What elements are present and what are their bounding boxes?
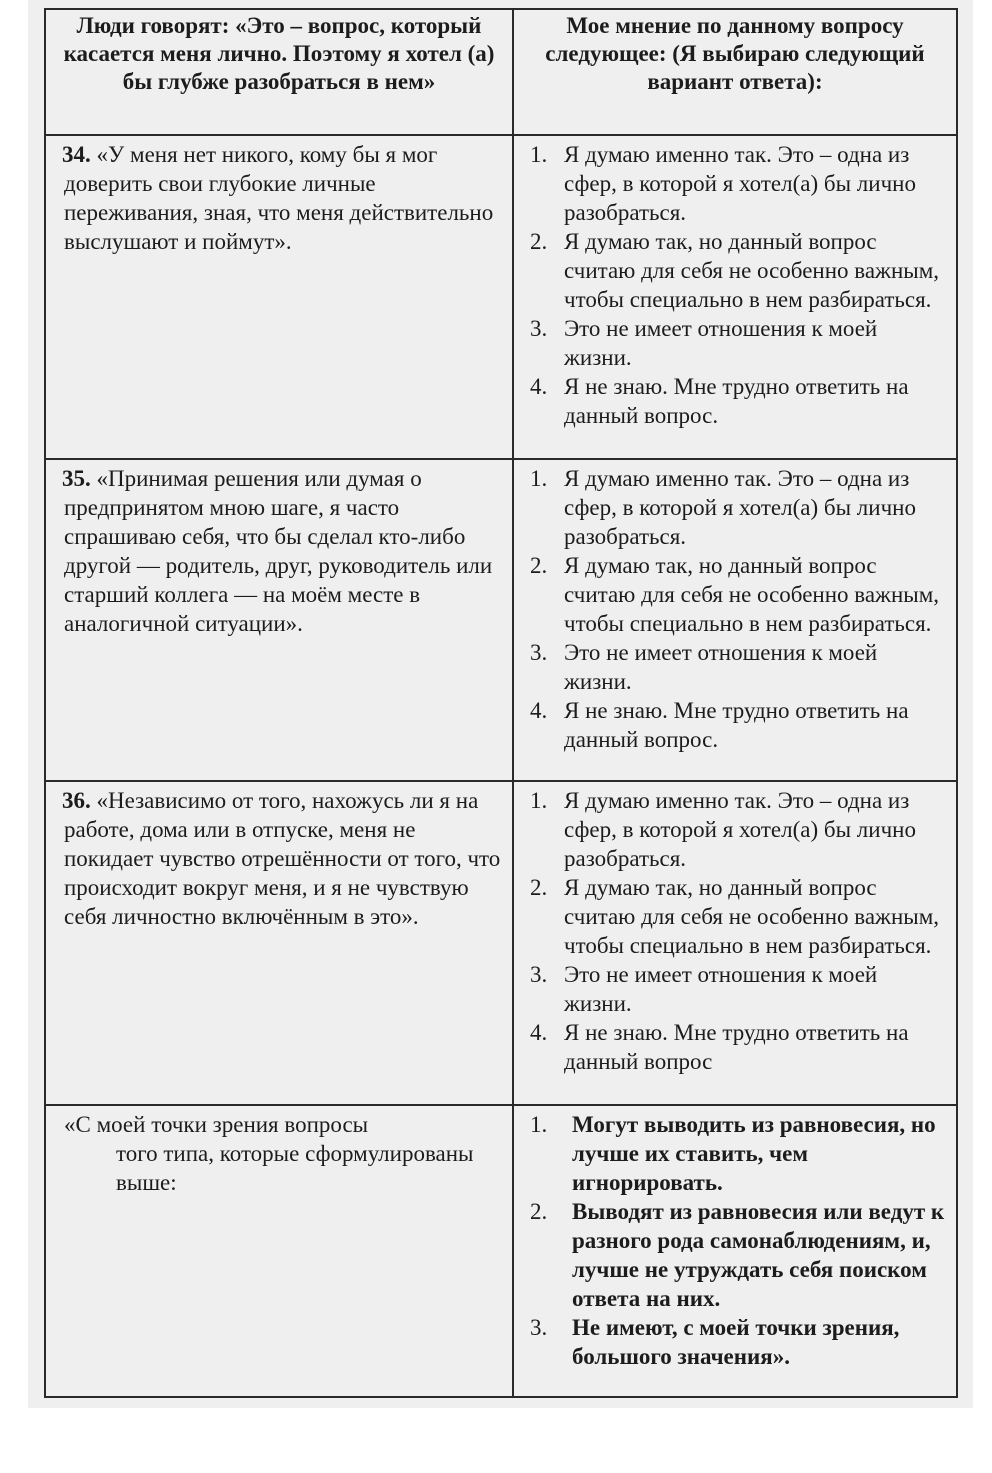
answer-option (528, 1197, 946, 1313)
option-text: Это не имеет отношения к моей жизни. (564, 640, 878, 694)
option-number: 3. (530, 962, 548, 987)
option-number: 3. (530, 316, 548, 341)
option-number: 4. (530, 374, 548, 399)
option-number: 4. (530, 698, 548, 723)
question-row-35 (45, 459, 957, 781)
option-number: 4. (530, 1020, 548, 1045)
option-number: 1. (530, 788, 548, 813)
answer-options (514, 1106, 956, 1371)
option-number: 1. (530, 142, 548, 167)
option-number: 2. (530, 875, 548, 900)
questionnaire-table (44, 8, 958, 1398)
answer-option (528, 1018, 946, 1076)
option-number: 1. (530, 1112, 548, 1137)
header-opinion: Мое мнение по данному вопросу следующее: (Я выбираю следующий вариант ответа): (513, 9, 957, 135)
option-text: Выводят из равновесия или ведут к разного рода самонаблюдениям, и, лучше не утруждать себя поиском ответа на них. (572, 1199, 945, 1311)
answer-option (528, 464, 946, 551)
answer-options (514, 782, 956, 1076)
question-row-36 (45, 781, 957, 1105)
question-text: «У меня нет никого, кому бы я мог доверить свои глубокие личные переживания, зная, что меня действительно выслушают и поймут». (64, 142, 494, 254)
option-text: Я думаю именно так. Это – одна из сфер, в которой я хотел(а) бы лично разобраться. (564, 466, 916, 549)
answer-cell (513, 1105, 957, 1397)
header-statement: Люди говорят: «Это – вопрос, который касается меня лично. Поэтому я хотел (а) бы глубже разобраться в нем» (45, 9, 513, 135)
question-cell (45, 459, 513, 781)
question-text: «Независимо от того, нахожусь ли я на работе, дома или в отпуске, меня не покидает чувство отрешённости от того, что происходит вокруг меня, и я не чувствую себя личностно включённым в это». (64, 788, 501, 929)
header-row (45, 9, 957, 135)
answer-cell (513, 781, 957, 1105)
answer-option (528, 551, 946, 638)
answer-option (528, 227, 946, 314)
answer-cell (513, 459, 957, 781)
option-number: 1. (530, 466, 548, 491)
option-text: Это не имеет отношения к моей жизни. (564, 962, 878, 1016)
answer-option (528, 786, 946, 873)
option-number: 3. (530, 1315, 548, 1340)
option-text: Это не имеет отношения к моей жизни. (564, 316, 878, 370)
answer-option (528, 696, 946, 754)
answer-option (528, 1313, 946, 1371)
question-text: «Принимая решения или думая о предпринятом мною шаге, я часто спрашиваю себя, что бы сделал кто-либо другой — родитель, друг, руководитель или старший коллега — на моём месте в аналогичной ситуации». (64, 466, 493, 636)
question-text-rest: того типа, которые сформулированы выше: (116, 1141, 474, 1195)
option-text: Я думаю именно так. Это – одна из сфер, в которой я хотел(а) бы лично разобраться. (564, 142, 916, 225)
question-number: 35. (62, 466, 91, 491)
option-text: Я думаю так, но данный вопрос считаю для себя не особенно важным, чтобы специально в нем разбираться. (564, 875, 940, 958)
answer-option (528, 140, 946, 227)
option-text: Я не знаю. Мне трудно ответить на данный вопрос. (564, 698, 909, 752)
option-text: Я думаю именно так. Это – одна из сфер, в которой я хотел(а) бы лично разобраться. (564, 788, 916, 871)
option-number: 2. (530, 1199, 548, 1224)
answer-option (528, 372, 946, 430)
option-number: 2. (530, 553, 548, 578)
option-text: Могут выводить из равновесия, но лучше их ставить, чем игнорировать. (572, 1112, 936, 1195)
question-number: 34. (62, 142, 91, 167)
question-number: 36. (62, 788, 91, 813)
answer-options (514, 136, 956, 430)
answer-option (528, 960, 946, 1018)
answer-option (528, 314, 946, 372)
option-number: 2. (530, 229, 548, 254)
option-text: Я не знаю. Мне трудно ответить на данный вопрос. (564, 374, 909, 428)
answer-option (528, 873, 946, 960)
answer-option (528, 1110, 946, 1197)
answer-options (514, 460, 956, 754)
final-question-row (45, 1105, 957, 1397)
option-text: Я думаю так, но данный вопрос считаю для себя не особенно важным, чтобы специально в нем разбираться. (564, 229, 940, 312)
question-cell (45, 1105, 513, 1397)
option-text: Я думаю так, но данный вопрос считаю для себя не особенно важным, чтобы специально в нем разбираться. (564, 553, 940, 636)
question-row-34 (45, 135, 957, 459)
option-text: Я не знаю. Мне трудно ответить на данный вопрос (564, 1020, 909, 1074)
question-cell (45, 135, 513, 459)
answer-cell (513, 135, 957, 459)
answer-option (528, 638, 946, 696)
question-text-first-line: «С моей точки зрения вопросы (64, 1112, 369, 1137)
option-number: 3. (530, 640, 548, 665)
question-cell (45, 781, 513, 1105)
option-text: Не имеют, с моей точки зрения, большого значения». (572, 1315, 900, 1369)
